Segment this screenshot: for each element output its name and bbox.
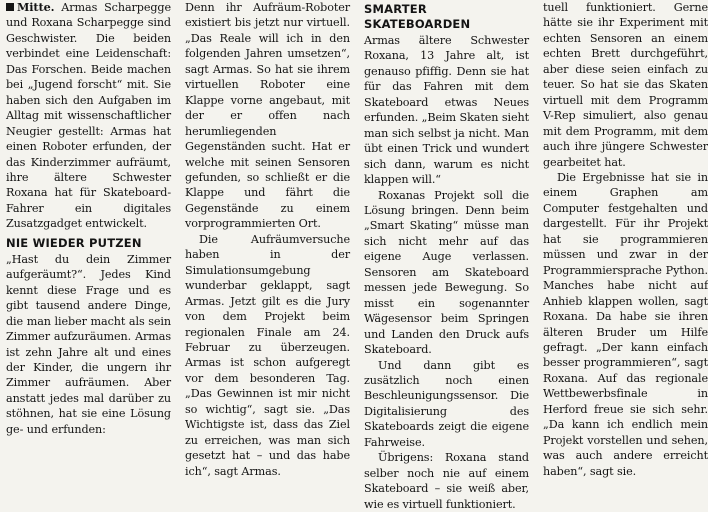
- column-1: [6, 0, 171, 436]
- paragraph: tuell funktioniert. Gerne hätte sie ihr Experiment mit echten Sensoren an einem echten Brett durchgeführt, aber diese seien einfach zu teuer. So hat sie das Skaten virtuell mit dem Programm V-Rep simuliert, also genau mit dem Programm, mit dem auch ihre jüngere Schwester gearbeitet hat.: [543, 1, 708, 169]
- column-2: [185, 0, 350, 478]
- intro-text: Armas Scharpegge und Roxana Scharpegge sind Geschwister. Die beiden verbindet eine Leidenschaft: Das Forschen. Beide machen bei „Jugend forscht“ mit. Sie haben sich den Aufgaben im Alltag mit wissenschaftlicher Neugier gestellt: Armas hat einen Roboter erfunden, der das Kinderzimmer aufräumt, ihre ältere Schwester Roxana hat für Skateboard-Fahrer ein digitales Zusatzgadget entwickelt.: [6, 1, 171, 231]
- paragraph: Und dann gibt es zusätzlich noch einen Beschleunigungssensor. Die Digitalisierung des Skateboards zeigt die eigene Fahrweise.: [364, 358, 529, 449]
- paragraph: Armas ältere Schwester Roxana, 13 Jahre alt, ist genauso pfiffig. Denn sie hat für das Fahren mit dem Skateboard etwas Neues erfunden. „Beim Skaten sieht man sich selbst ja nicht. Man übt einen Trick und wundert sich dann, warum es nicht klappen will.“: [364, 34, 529, 187]
- paragraph: „Hast du dein Zimmer aufgeräumt?“. Jedes Kind kennt diese Frage und es gibt tausend andere Dinge, die man lieber macht als sein Zimmer aufzuräumen. Armas ist zehn Jahre alt und eines der Kinder, die ungern ihr Zimmer aufräumen. Aber anstatt jedes mal darüber zu stöhnen, hat sie eine Lösung ge- und erfunden:: [6, 252, 171, 436]
- paragraph: Übrigens: Roxana stand selber noch nie auf einem Skateboard – sie weiß aber, wie es virtuell funktioniert.: [364, 451, 529, 511]
- section-heading-putzen: NIE WIEDER PUTZEN: [6, 235, 142, 250]
- intro-paragraph: [6, 0, 171, 232]
- paragraph: Denn ihr Aufräum-Roboter existiert bis jetzt nur virtuell. „Das Reale will ich in den folgenden Jahren umsetzen“, sagt Armas. So hat sie ihrem virtuellen Roboter eine Klappe vorne angebaut, mit der er offen nach herumliegenden Gegenständen sucht. Hat er welche mit seinen Sensoren gefunden, so schließt er die Klappe und fährt die Gegenstände zu einem vorprogrammierten Ort.: [185, 1, 350, 231]
- square-bullet-icon: [6, 3, 14, 11]
- column-4: [543, 0, 708, 478]
- paragraph: Roxanas Projekt soll die Lösung bringen. Denn beim „Smart Skating“ müsse man sich nicht mehr auf das eigene Auge verlassen. Sensoren am Skateboard messen jede Bewegung. So misst ein sogenannter Wägesensor beim Springen und Landen den Druck aufs Skateboard.: [364, 188, 529, 357]
- dateline: Mitte.: [17, 0, 55, 14]
- paragraph: Die Ergebnisse hat sie in einem Graphen am Computer festgehalten und dargestellt. Für ihr Projekt hat sie programmieren müssen und zwar in der Programmiersprache Python. Manches habe nicht auf Anhieb klappen wollen, sagt Roxana. Da habe sie ihren älteren Bruder um Hilfe gefragt. „Der kann einfach besser programmieren“, sagt Roxana. Auf das regionale Wettbewerbsfinale in Herford freue sie sich sehr. „Da kann ich endlich mein Projekt vorstellen und sehen, was auch andere erreicht haben“, sagt sie.: [543, 170, 708, 478]
- paragraph: Die Aufräumversuche haben in der Simulationsumgebung wunderbar geklappt, sagt Armas. Jetzt gilt es die Jury von dem Projekt beim regionalen Finale am 24. Februar zu überzeugen. Armas ist schon aufgeregt vor dem besonderen Tag. „Das Gewinnen ist mir nicht so wichtig“, sagt sie. „Das Wichtigste ist, dass das Ziel zu erreichen, was man sich gesetzt hat – und das habe ich“, sagt Armas.: [185, 232, 350, 478]
- section-heading-skateboarden: SMARTER SKATEBOARDEN: [364, 2, 471, 31]
- column-3: [364, 0, 529, 511]
